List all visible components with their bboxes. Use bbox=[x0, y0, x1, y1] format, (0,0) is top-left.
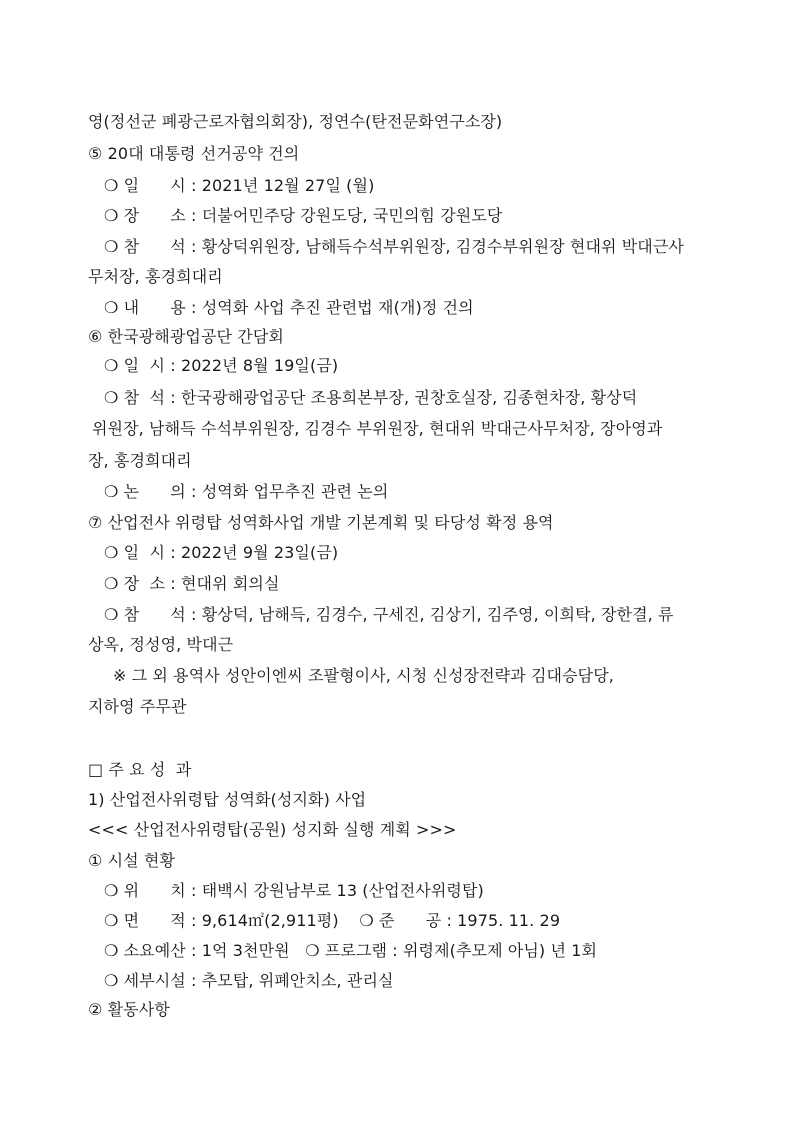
list-item: ❍ 참 석 : 황상덕위원장, 남해득수석부위원장, 김경수부위원장 현대위 박대근사 bbox=[104, 237, 684, 256]
plan-title: <<< 산업전사위령탑(공원) 성지화 실행 계획 >>> bbox=[88, 820, 457, 839]
section-title: □ 주 요 성 과 bbox=[88, 760, 192, 779]
list-item: ❍ 논 의 : 성역화 업무추진 관련 논의 bbox=[104, 482, 389, 501]
subsection-heading: 1) 산업전사위령탑 성역화(성지화) 사업 bbox=[88, 790, 367, 809]
list-item: ❍ 참 석 : 한국광해광업공단 조용희본부장, 권창호실장, 김종현차장, 황상덕 bbox=[104, 388, 638, 407]
list-item: ❍ 장 소 : 현대위 회의실 bbox=[104, 574, 280, 593]
text-line: 상옥, 정성영, 박대근 bbox=[88, 635, 234, 654]
section-heading: ② 활동사항 bbox=[88, 1000, 170, 1019]
text-line: 장, 홍경희대리 bbox=[88, 451, 192, 470]
text-line: 지하영 주무관 bbox=[88, 697, 187, 716]
list-item: ❍ 면 적 : 9,614㎡(2,911평) ❍ 준 공 : 1975. 11. 29 bbox=[104, 911, 561, 930]
list-item: ❍ 위 치 : 태백시 강원남부로 13 (산업전사위령탑) bbox=[104, 881, 484, 900]
list-item: ❍ 소요예산 : 1억 3천만원 ❍ 프로그램 : 위령제(추모제 아님) 년 1회 bbox=[104, 941, 598, 960]
note-line: ※ 그 외 용역사 성안이엔씨 조팔형이사, 시청 신성장전략과 김대승담당, bbox=[113, 666, 614, 685]
list-item: ❍ 세부시설 : 추모탑, 위폐안치소, 관리실 bbox=[104, 971, 394, 990]
text-line: 위원장, 남해득 수석부위원장, 김경수 부위원장, 현대위 박대근사무처장, 장아영과 bbox=[92, 419, 663, 438]
text-line: 영(정선군 폐광근로자협의회장), 정연수(탄전문화연구소장) bbox=[88, 112, 503, 131]
list-item: ❍ 일 시 : 2021년 12월 27일 (월) bbox=[104, 176, 375, 195]
list-item: ❍ 내 용 : 성역화 사업 추진 관련법 재(개)정 건의 bbox=[104, 298, 474, 317]
section-heading: ① 시설 현황 bbox=[88, 851, 176, 870]
section-heading: ⑥ 한국광해광업공단 간담회 bbox=[88, 327, 284, 346]
section-heading: ⑦ 산업전사 위령탑 성역화사업 개발 기본계획 및 타당성 확정 용역 bbox=[88, 513, 554, 532]
section-heading: ⑤ 20대 대통령 선거공약 건의 bbox=[88, 144, 300, 163]
list-item: ❍ 일 시 : 2022년 9월 23일(금) bbox=[104, 543, 339, 562]
list-item: ❍ 장 소 : 더불어민주당 강원도당, 국민의힘 강원도당 bbox=[104, 206, 503, 225]
list-item: ❍ 일 시 : 2022년 8월 19일(금) bbox=[104, 356, 339, 375]
list-item: ❍ 참 석 : 황상덕, 남해득, 김경수, 구세진, 김상기, 김주영, 이희탁, 장한결, 류 bbox=[104, 605, 674, 624]
text-line: 무처장, 홍경희대리 bbox=[88, 267, 223, 286]
